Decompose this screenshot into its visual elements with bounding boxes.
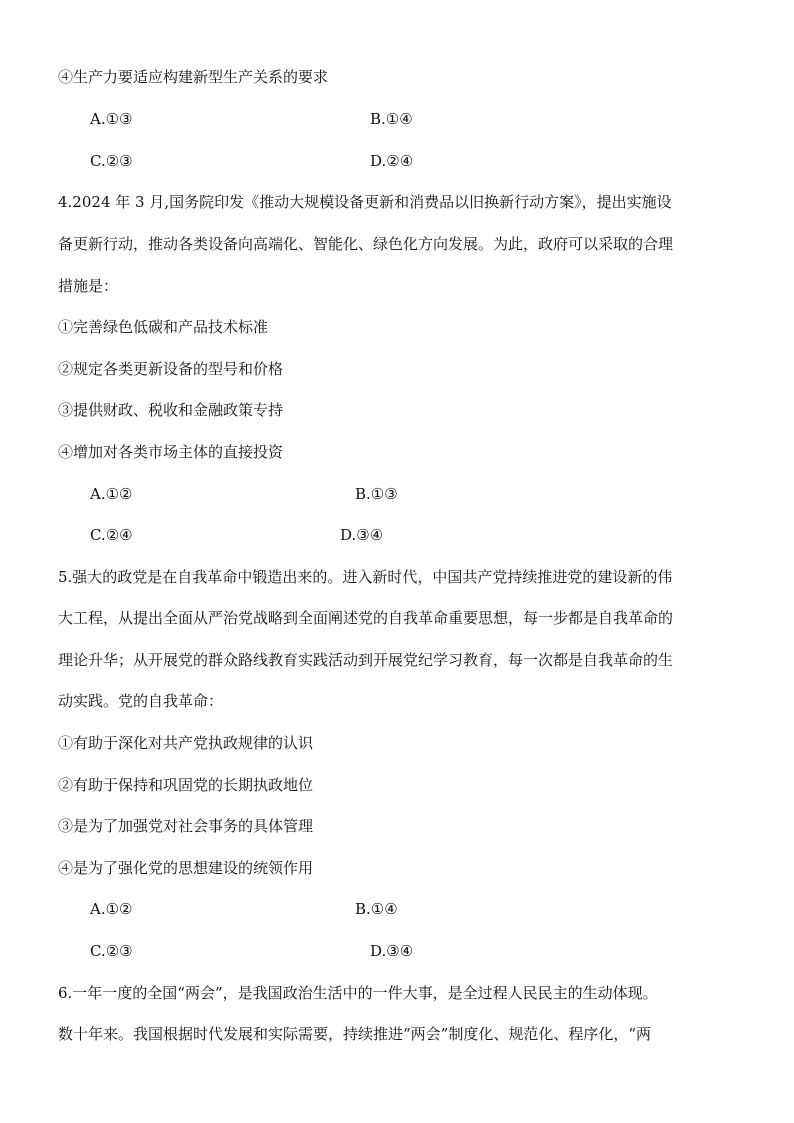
q4-option-a: A.①②: [90, 485, 133, 503]
q4-item-1: ①完善绿色低碳和产品技术标准: [58, 318, 269, 336]
q4-item-2: ②规定各类更新设备的型号和价格: [58, 360, 284, 378]
q3-item-4: ④生产力要适应构建新型生产关系的要求: [58, 68, 329, 86]
q5-item-3: ③是为了加强党对社会事务的具体管理: [58, 817, 314, 835]
q3-option-c: C.②③: [90, 152, 133, 170]
q5-stem-line-4: 动实践。党的自我革命：: [58, 692, 224, 710]
q4-stem-line-1: 4.2024 年 3 月,国务院印发《推动大规模设备更新和消费品以旧换新行动方案》，提出实施设: [58, 193, 672, 211]
q3-option-b: B.①④: [370, 110, 413, 128]
q4-item-4: ④增加对各类市场主体的直接投资: [58, 443, 284, 461]
q4-option-b: B.①③: [355, 485, 398, 503]
q5-option-b: B.①④: [355, 900, 398, 918]
q3-option-d: D.②④: [370, 152, 414, 170]
q5-option-a: A.①②: [90, 900, 133, 918]
q5-stem-line-2: 大工程，从提出全面从严治党战略到全面阐述党的自我革命重要思想，每一步都是自我革命的: [58, 609, 674, 627]
q6-stem-line-1: 6.一年一度的全国“两会”，是我国政治生活中的一件大事，是全过程人民民主的生动体现。: [58, 984, 658, 1002]
q5-item-4: ④是为了强化党的思想建设的统领作用: [58, 859, 314, 877]
q5-stem-line-1: 5.强大的政党是在自我革命中锻造出来的。进入新时代，中国共产党持续推进党的建设新的伟: [58, 568, 673, 586]
q5-item-2: ②有助于保持和巩固党的长期执政地位: [58, 776, 314, 794]
q6-stem-line-2: 数十年来。我国根据时代发展和实际需要，持续推进“两会”制度化、规范化、程序化，“两: [58, 1025, 652, 1043]
q4-stem-line-2: 备更新行动，推动各类设备向高端化、智能化、绿色化方向发展。为此，政府可以采取的合理: [58, 235, 674, 253]
q4-option-c: C.②④: [90, 526, 133, 544]
q4-option-d: D.③④: [340, 526, 384, 544]
q5-item-1: ①有助于深化对共产党执政规律的认识: [58, 734, 314, 752]
q5-option-c: C.②③: [90, 942, 133, 960]
q3-option-a: A.①③: [90, 110, 133, 128]
q5-option-d: D.③④: [370, 942, 414, 960]
q5-stem-line-3: 理论升华；从开展党的群众路线教育实践活动到开展党纪学习教育，每一次都是自我革命的生: [58, 651, 674, 669]
q4-item-3: ③提供财政、税收和金融政策专持: [58, 401, 284, 419]
q4-stem-line-3: 措施是：: [58, 277, 119, 295]
